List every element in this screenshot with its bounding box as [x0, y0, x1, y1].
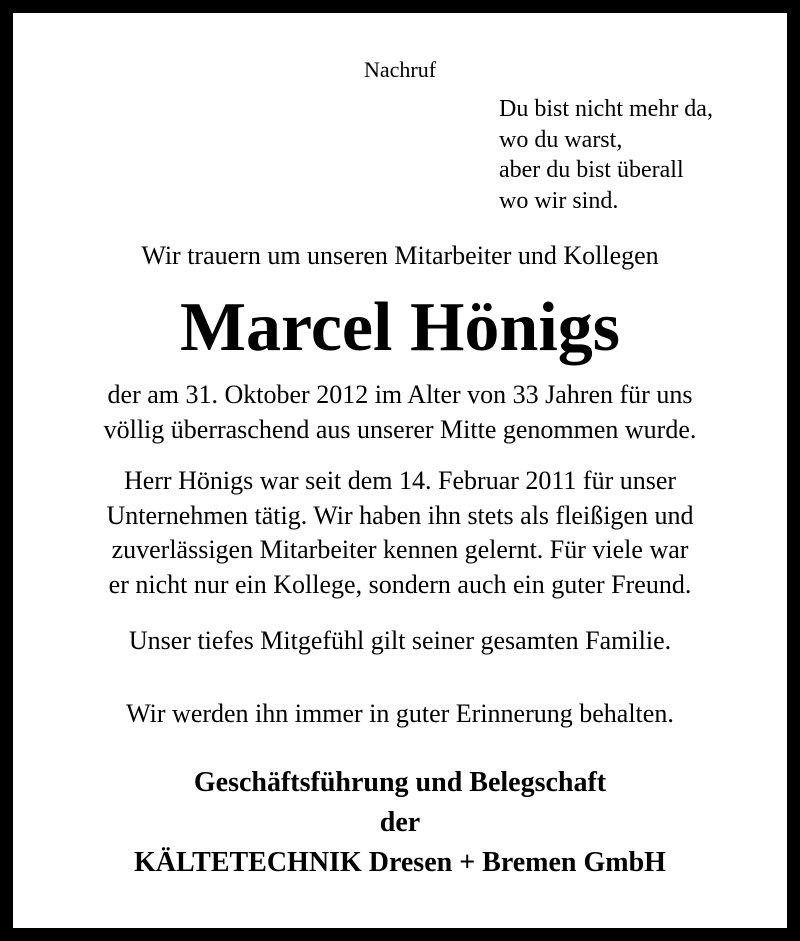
paragraph-line: Unternehmen tätig. Wir haben ihn stets als fleißigen und [106, 500, 694, 530]
paragraph-line: der am 31. Oktober 2012 im Alter von 33 Jahren für uns [107, 380, 693, 409]
remembrance-paragraph [0, 697, 800, 732]
signature-line: der [379, 807, 421, 838]
condolence-paragraph [0, 624, 800, 659]
poem-line: aber du bist überall [499, 157, 684, 183]
intro-line: Wir trauern um unseren Mitarbeiter und Kollegen [141, 241, 659, 270]
paragraph-line: Wir werden ihn immer in guter Erinnerung behalten. [126, 699, 674, 728]
poem-line: Du bist nicht mehr da, [499, 96, 713, 122]
deceased-name: Marcel Hönigs [179, 289, 621, 366]
paragraph-line: Herr Hönigs war seit dem 14. Februar 2011 für unser [123, 466, 677, 495]
paragraph-line: Unser tiefes Mitgefühl gilt seiner gesamten Familie. [128, 626, 672, 655]
company-name: KÄLTETECHNIK Dresen + Bremen GmbH [134, 847, 666, 878]
employment-paragraph [0, 464, 800, 602]
paragraph-line: er nicht nur ein Kollege, sondern auch ein guter Freund. [108, 569, 692, 599]
obituary-heading: Nachruf [363, 57, 437, 82]
signature-block [0, 763, 800, 883]
poem-line: wo wir sind. [499, 187, 619, 214]
paragraph-line: völlig überraschend aus unserer Mitte genommen wurde. [103, 414, 697, 444]
signature-line: Geschäftsführung und Belegschaft [193, 767, 607, 798]
poem-line: wo du warst, [499, 126, 623, 153]
poem [499, 94, 713, 216]
death-notice-paragraph [0, 378, 800, 447]
paragraph-line: zuverlässigen Mitarbeiter kennen gelernt. Für viele war [111, 535, 689, 564]
